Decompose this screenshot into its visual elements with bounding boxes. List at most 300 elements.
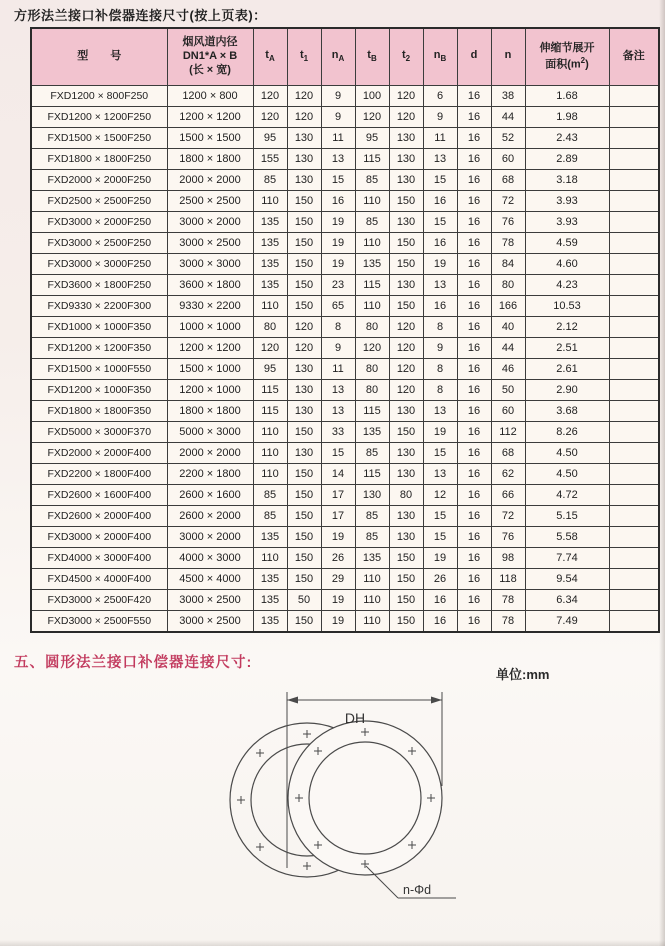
cell-t2: 130 [389,401,423,422]
cell-area: 5.15 [525,506,609,527]
cell-t2: 150 [389,233,423,254]
cell-ta: 110 [253,464,287,485]
dh-dimension-label: DH [344,710,366,726]
cell-remark [609,380,659,401]
cell-n: 76 [491,212,525,233]
cell-ta: 95 [253,359,287,380]
cell-n: 80 [491,275,525,296]
cell-d: 16 [457,527,491,548]
cell-tb: 110 [355,191,389,212]
cell-tb: 80 [355,359,389,380]
cell-n: 72 [491,191,525,212]
table-row [31,422,659,443]
cell-remark [609,485,659,506]
cell-model: FXD1800 × 1800F350 [31,401,167,422]
cell-dn: 1200 × 1200 [167,338,253,359]
cell-ta: 110 [253,548,287,569]
cell-na: 11 [321,359,355,380]
cell-t2: 130 [389,212,423,233]
cell-n: 44 [491,338,525,359]
cell-n: 78 [491,233,525,254]
cell-nb: 19 [423,422,457,443]
cell-model: FXD1200 × 1200F350 [31,338,167,359]
cell-na: 65 [321,296,355,317]
cell-remark [609,170,659,191]
cell-d: 16 [457,611,491,633]
cell-d: 16 [457,128,491,149]
cell-t2: 150 [389,191,423,212]
cell-area: 4.59 [525,233,609,254]
cell-na: 19 [321,611,355,633]
cell-model: FXD2600 × 2000F400 [31,506,167,527]
cell-na: 17 [321,506,355,527]
cell-model: FXD1500 × 1500F250 [31,128,167,149]
cell-remark [609,317,659,338]
col-header-remark: 备注 [609,28,659,86]
cell-tb: 80 [355,317,389,338]
cell-d: 16 [457,485,491,506]
cell-remark [609,443,659,464]
cell-d: 16 [457,401,491,422]
cell-ta: 110 [253,296,287,317]
cell-t1: 130 [287,359,321,380]
cell-model: FXD4500 × 4000F400 [31,569,167,590]
cell-tb: 85 [355,527,389,548]
cell-na: 11 [321,128,355,149]
cell-t1: 50 [287,590,321,611]
cell-nb: 19 [423,254,457,275]
cell-n: 72 [491,506,525,527]
cell-na: 9 [321,338,355,359]
cell-na: 29 [321,569,355,590]
cell-ta: 115 [253,380,287,401]
cell-model: FXD3000 × 3000F250 [31,254,167,275]
cell-dn: 2600 × 1600 [167,485,253,506]
cell-area: 4.23 [525,275,609,296]
table-row [31,359,659,380]
cell-tb: 115 [355,401,389,422]
cell-t2: 150 [389,548,423,569]
cell-t1: 150 [287,527,321,548]
table-row [31,149,659,170]
table-row [31,443,659,464]
cell-t1: 150 [287,548,321,569]
cell-dn: 5000 × 3000 [167,422,253,443]
cell-t2: 150 [389,296,423,317]
col-header-dn: 烟风道内径 DN1*A × B (长 × 宽) [167,28,253,86]
cell-t1: 150 [287,422,321,443]
cell-nb: 13 [423,275,457,296]
cell-model: FXD2000 × 2000F250 [31,170,167,191]
table-row [31,548,659,569]
cell-remark [609,401,659,422]
cell-model: FXD1200 × 1000F350 [31,380,167,401]
cell-model: FXD5000 × 3000F370 [31,422,167,443]
cell-n: 60 [491,401,525,422]
cell-area: 2.51 [525,338,609,359]
cell-area: 2.90 [525,380,609,401]
unit-label: 单位:mm [496,667,550,682]
cell-tb: 85 [355,212,389,233]
cell-na: 19 [321,254,355,275]
cell-n: 66 [491,485,525,506]
table-row [31,569,659,590]
cell-model: FXD3000 × 2000F250 [31,212,167,233]
cell-t1: 150 [287,611,321,633]
cell-ta: 135 [253,590,287,611]
cell-nb: 15 [423,170,457,191]
cell-nb: 13 [423,401,457,422]
cell-t1: 130 [287,128,321,149]
cell-tb: 110 [355,233,389,254]
cell-area: 2.61 [525,359,609,380]
cell-na: 19 [321,212,355,233]
cell-d: 16 [457,443,491,464]
cell-ta: 110 [253,443,287,464]
cell-dn: 2600 × 2000 [167,506,253,527]
cell-area: 4.50 [525,464,609,485]
cell-remark [609,149,659,170]
cell-na: 16 [321,191,355,212]
cell-area: 3.68 [525,401,609,422]
cell-area: 7.74 [525,548,609,569]
cell-t1: 120 [287,86,321,107]
table-row [31,506,659,527]
cell-area: 3.93 [525,191,609,212]
cell-t2: 120 [389,359,423,380]
cell-d: 16 [457,149,491,170]
cell-dn: 3000 × 2500 [167,233,253,254]
cell-d: 16 [457,359,491,380]
cell-nb: 9 [423,107,457,128]
table-row [31,86,659,107]
cell-tb: 115 [355,464,389,485]
cell-remark [609,191,659,212]
cell-dn: 3000 × 2500 [167,611,253,633]
cell-d: 16 [457,233,491,254]
cell-t2: 130 [389,170,423,191]
cell-na: 9 [321,107,355,128]
cell-n: 52 [491,128,525,149]
cell-ta: 155 [253,149,287,170]
cell-ta: 135 [253,233,287,254]
cell-dn: 1800 × 1800 [167,149,253,170]
cell-area: 3.18 [525,170,609,191]
cell-model: FXD3000 × 2500F550 [31,611,167,633]
cell-tb: 110 [355,296,389,317]
cell-na: 26 [321,548,355,569]
cell-t2: 120 [389,86,423,107]
cell-tb: 115 [355,275,389,296]
cell-remark [609,212,659,233]
cell-area: 2.43 [525,128,609,149]
cell-model: FXD3600 × 1800F250 [31,275,167,296]
cell-dn: 2500 × 2500 [167,191,253,212]
cell-tb: 110 [355,590,389,611]
cell-d: 16 [457,422,491,443]
cell-remark [609,359,659,380]
table-row [31,128,659,149]
scan-edge-shadow [659,0,665,946]
cell-model: FXD3000 × 2000F400 [31,527,167,548]
cell-tb: 85 [355,170,389,191]
cell-tb: 130 [355,485,389,506]
cell-d: 16 [457,212,491,233]
cell-t1: 150 [287,233,321,254]
cell-dn: 3600 × 1800 [167,275,253,296]
cell-ta: 135 [253,254,287,275]
cell-d: 16 [457,317,491,338]
table-row [31,401,659,422]
cell-t2: 130 [389,128,423,149]
cell-remark [609,254,659,275]
cell-t1: 150 [287,464,321,485]
cell-nb: 12 [423,485,457,506]
cell-nb: 6 [423,86,457,107]
cell-area: 4.50 [525,443,609,464]
cell-area: 8.26 [525,422,609,443]
cell-model: FXD1200 × 800F250 [31,86,167,107]
cell-nb: 8 [423,380,457,401]
cell-area: 4.72 [525,485,609,506]
cell-nb: 13 [423,149,457,170]
cell-dn: 9330 × 2200 [167,296,253,317]
table-body [31,86,659,633]
section-title: 五、圆形法兰接口补偿器连接尺寸: [14,655,253,671]
cell-d: 16 [457,569,491,590]
cell-remark [609,275,659,296]
table-row [31,485,659,506]
cell-tb: 135 [355,254,389,275]
cell-t2: 130 [389,527,423,548]
cell-d: 16 [457,506,491,527]
cell-ta: 110 [253,191,287,212]
cell-area: 3.93 [525,212,609,233]
cell-nb: 11 [423,128,457,149]
cell-na: 8 [321,317,355,338]
cell-remark [609,506,659,527]
cell-ta: 135 [253,212,287,233]
cell-t1: 150 [287,191,321,212]
cell-t2: 120 [389,317,423,338]
cell-t2: 150 [389,254,423,275]
cell-remark [609,107,659,128]
cell-tb: 80 [355,380,389,401]
col-header-t2: $t_2$ [389,28,423,86]
cell-model: FXD2200 × 1800F400 [31,464,167,485]
table-row [31,275,659,296]
cell-area: 2.12 [525,317,609,338]
cell-nb: 16 [423,296,457,317]
cell-d: 16 [457,86,491,107]
cell-dn: 2000 × 2000 [167,443,253,464]
cell-tb: 115 [355,149,389,170]
cell-remark [609,338,659,359]
cell-remark [609,527,659,548]
cell-tb: 135 [355,548,389,569]
cell-na: 13 [321,149,355,170]
table-row [31,212,659,233]
cell-dn: 3000 × 2000 [167,212,253,233]
cell-ta: 135 [253,569,287,590]
cell-remark [609,86,659,107]
cell-nb: 16 [423,191,457,212]
cell-tb: 120 [355,338,389,359]
cell-area: 9.54 [525,569,609,590]
cell-area: 5.58 [525,527,609,548]
cell-n: 78 [491,590,525,611]
cell-ta: 120 [253,86,287,107]
cell-n: 62 [491,464,525,485]
cell-nb: 26 [423,569,457,590]
cell-na: 23 [321,275,355,296]
table-row [31,170,659,191]
col-header-na: $n_A$ [321,28,355,86]
col-header-nb: $n_B$ [423,28,457,86]
col-header-model: 型 号 [31,28,167,86]
cell-remark [609,296,659,317]
cell-t1: 130 [287,443,321,464]
cell-nb: 16 [423,590,457,611]
cell-dn: 1500 × 1000 [167,359,253,380]
cell-n: 46 [491,359,525,380]
cell-tb: 85 [355,443,389,464]
cell-model: FXD1500 × 1000F550 [31,359,167,380]
table-row [31,296,659,317]
cell-t1: 150 [287,275,321,296]
cell-t2: 120 [389,338,423,359]
cell-n: 68 [491,170,525,191]
table-row [31,527,659,548]
cell-area: 1.68 [525,86,609,107]
table-row [31,611,659,633]
col-header-n: n [491,28,525,86]
cell-ta: 135 [253,527,287,548]
dimension-arrow-left-icon [287,697,298,704]
cell-t2: 150 [389,422,423,443]
table-row [31,233,659,254]
cell-d: 16 [457,254,491,275]
cell-t1: 150 [287,296,321,317]
cell-ta: 95 [253,128,287,149]
cell-model: FXD2500 × 2500F250 [31,191,167,212]
flange-diagram [0,678,665,928]
cell-model: FXD9330 × 2200F300 [31,296,167,317]
cell-n: 166 [491,296,525,317]
cell-remark [609,590,659,611]
cell-dn: 2200 × 1800 [167,464,253,485]
cell-area: 1.98 [525,107,609,128]
cell-t2: 130 [389,149,423,170]
col-header-area: 伸缩节展开 面积$(m^2)$ [525,28,609,86]
cell-ta: 120 [253,107,287,128]
col-header-d: d [457,28,491,86]
cell-n: 112 [491,422,525,443]
cell-na: 9 [321,86,355,107]
cell-n: 68 [491,443,525,464]
cell-ta: 115 [253,401,287,422]
cell-na: 19 [321,527,355,548]
col-header-ta: $t_A$ [253,28,287,86]
cell-t2: 150 [389,569,423,590]
col-header-t1: $t_1$ [287,28,321,86]
cell-n: 76 [491,527,525,548]
cell-ta: 110 [253,422,287,443]
cell-n: 38 [491,86,525,107]
cell-model: FXD4000 × 3000F400 [31,548,167,569]
cell-n: 44 [491,107,525,128]
cell-nb: 16 [423,233,457,254]
cell-model: FXD2600 × 1600F400 [31,485,167,506]
cell-t1: 150 [287,569,321,590]
cell-t1: 130 [287,149,321,170]
cell-d: 16 [457,296,491,317]
cell-nb: 15 [423,527,457,548]
cell-model: FXD1000 × 1000F350 [31,317,167,338]
cell-nb: 15 [423,212,457,233]
cell-tb: 100 [355,86,389,107]
cell-t1: 120 [287,338,321,359]
cell-d: 16 [457,338,491,359]
cell-na: 33 [321,422,355,443]
cell-nb: 15 [423,506,457,527]
right-flange-ring [288,721,442,875]
cell-dn: 4500 × 4000 [167,569,253,590]
table-row [31,317,659,338]
cell-nb: 8 [423,317,457,338]
cell-t1: 150 [287,212,321,233]
cell-model: FXD1800 × 1800F250 [31,149,167,170]
table-row [31,338,659,359]
cell-n: 40 [491,317,525,338]
cell-d: 16 [457,464,491,485]
cell-model: FXD3000 × 2500F420 [31,590,167,611]
cell-remark [609,422,659,443]
cell-n: 50 [491,380,525,401]
cell-remark [609,128,659,149]
cell-t2: 130 [389,506,423,527]
cell-na: 15 [321,170,355,191]
cell-remark [609,233,659,254]
cell-ta: 120 [253,338,287,359]
cell-dn: 1800 × 1800 [167,401,253,422]
cell-tb: 110 [355,569,389,590]
cell-na: 17 [321,485,355,506]
cell-d: 16 [457,191,491,212]
cell-dn: 2000 × 2000 [167,170,253,191]
cell-na: 19 [321,590,355,611]
cell-d: 16 [457,590,491,611]
cell-t2: 80 [389,485,423,506]
cell-t1: 150 [287,485,321,506]
table-row [31,107,659,128]
cell-n: 98 [491,548,525,569]
cell-nb: 16 [423,611,457,633]
cell-tb: 95 [355,128,389,149]
page-title: 方形法兰接口补偿器连接尺寸(按上页表)： [14,8,267,23]
cell-t2: 130 [389,275,423,296]
bolt-callout-label: n-Φd [403,883,432,897]
cell-area: 6.34 [525,590,609,611]
cell-nb: 9 [423,338,457,359]
cell-t1: 130 [287,170,321,191]
cell-model: FXD2000 × 2000F400 [31,443,167,464]
cell-remark [609,611,659,633]
cell-tb: 85 [355,506,389,527]
cell-na: 15 [321,443,355,464]
cell-n: 118 [491,569,525,590]
cell-d: 16 [457,548,491,569]
